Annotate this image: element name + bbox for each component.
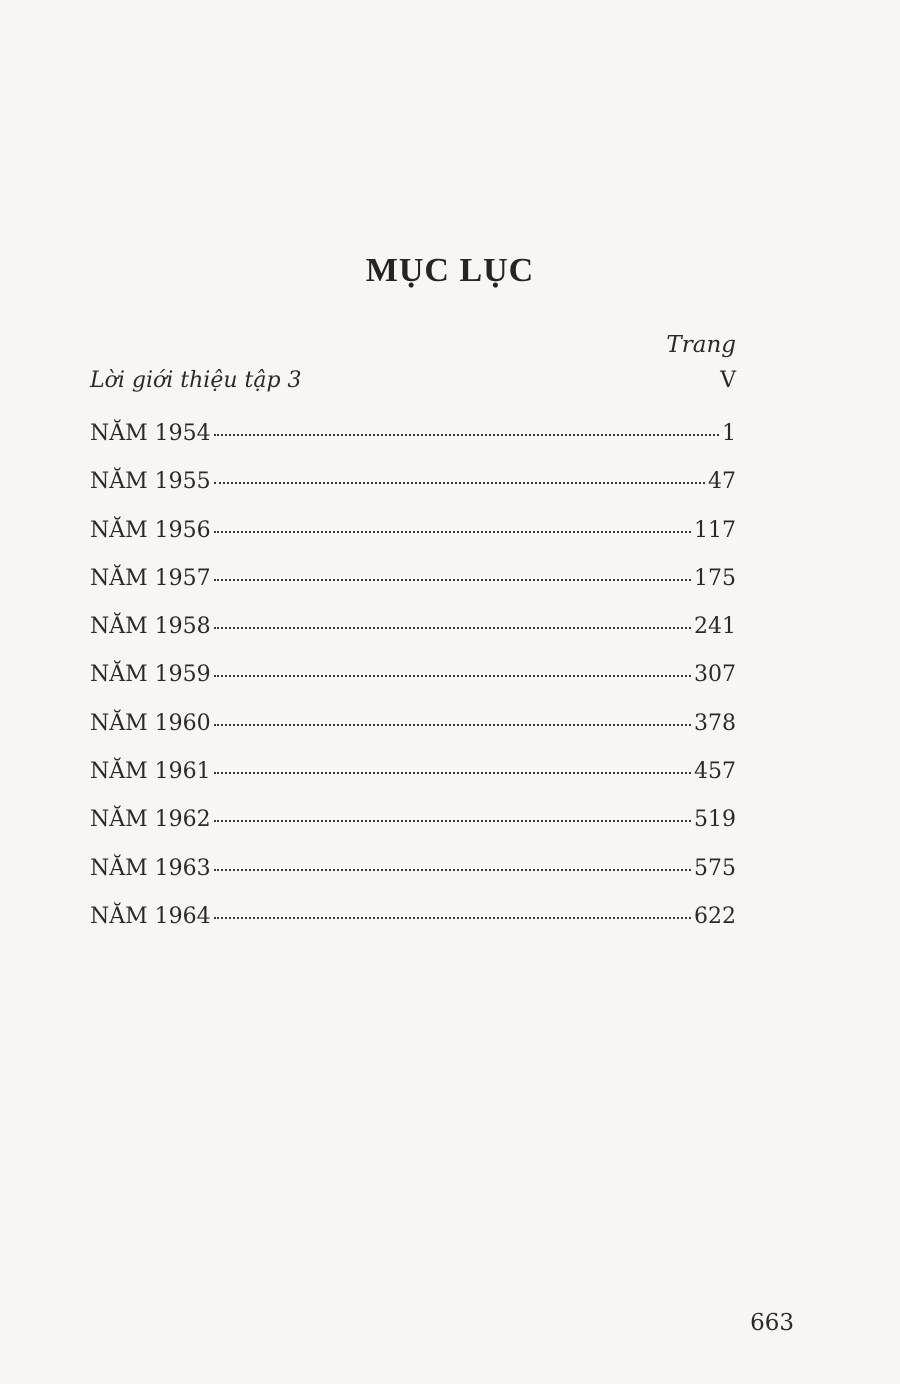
toc-leader-dots (214, 724, 691, 726)
page-title: MỤC LỤC (365, 252, 535, 289)
toc-entry-page: 575 (694, 855, 736, 881)
toc-entry[interactable] (90, 614, 736, 662)
toc-entry-label: NĂM 1957 (90, 565, 211, 591)
toc-entry-page: 457 (694, 759, 736, 785)
toc-entry-label: NĂM 1956 (90, 517, 211, 543)
toc-entry[interactable] (90, 518, 736, 566)
toc-list (90, 421, 736, 952)
toc-entry[interactable] (90, 807, 736, 855)
toc-entry-page: 175 (694, 565, 736, 591)
toc-entry-label: NĂM 1959 (90, 662, 211, 688)
toc-leader-dots (214, 434, 719, 436)
toc-leader-dots (214, 917, 691, 919)
toc-intro-row[interactable] (90, 368, 736, 393)
toc-entry[interactable] (90, 759, 736, 807)
toc-leader-dots (214, 772, 691, 774)
toc-leader-dots (214, 627, 691, 629)
toc-entry[interactable] (90, 856, 736, 904)
toc-leader-dots (214, 869, 691, 871)
toc-entry-label: NĂM 1961 (90, 759, 211, 785)
toc-leader-dots (214, 675, 691, 677)
toc-entry-label: NĂM 1958 (90, 614, 211, 640)
toc-entry[interactable] (90, 421, 736, 469)
toc-entry-label: NĂM 1954 (90, 421, 211, 446)
toc-entry[interactable] (90, 469, 736, 517)
toc-entry-page: 47 (708, 469, 736, 495)
toc-entry[interactable] (90, 566, 736, 614)
toc-leader-dots (214, 531, 691, 533)
toc-entry-page: 1 (722, 421, 736, 446)
toc-leader-dots (214, 482, 705, 484)
toc-entry-label: NĂM 1964 (90, 903, 211, 929)
toc-entry-page: 622 (694, 903, 736, 929)
toc-entry-page: 378 (694, 710, 736, 736)
toc-entry[interactable] (90, 904, 736, 952)
toc-entry-label: NĂM 1955 (90, 469, 211, 495)
toc-entry[interactable] (90, 662, 736, 710)
toc-entry-page: 241 (694, 614, 736, 640)
toc-intro-title: Lời giới thiệu tập 3 (90, 368, 302, 393)
toc-entry-page: 519 (694, 807, 736, 833)
page-column-label: Trang (666, 332, 736, 358)
page-number: 663 (750, 1310, 794, 1336)
toc-entry-label: NĂM 1962 (90, 807, 211, 833)
toc-leader-dots (214, 579, 691, 581)
toc-intro-page: V (720, 368, 736, 393)
toc-entry-page: 307 (694, 662, 736, 688)
toc-entry-page: 117 (694, 517, 736, 543)
toc-leader-dots (214, 820, 691, 822)
toc-entry-label: NĂM 1960 (90, 710, 211, 736)
toc-entry[interactable] (90, 711, 736, 759)
toc-entry-label: NĂM 1963 (90, 855, 211, 881)
